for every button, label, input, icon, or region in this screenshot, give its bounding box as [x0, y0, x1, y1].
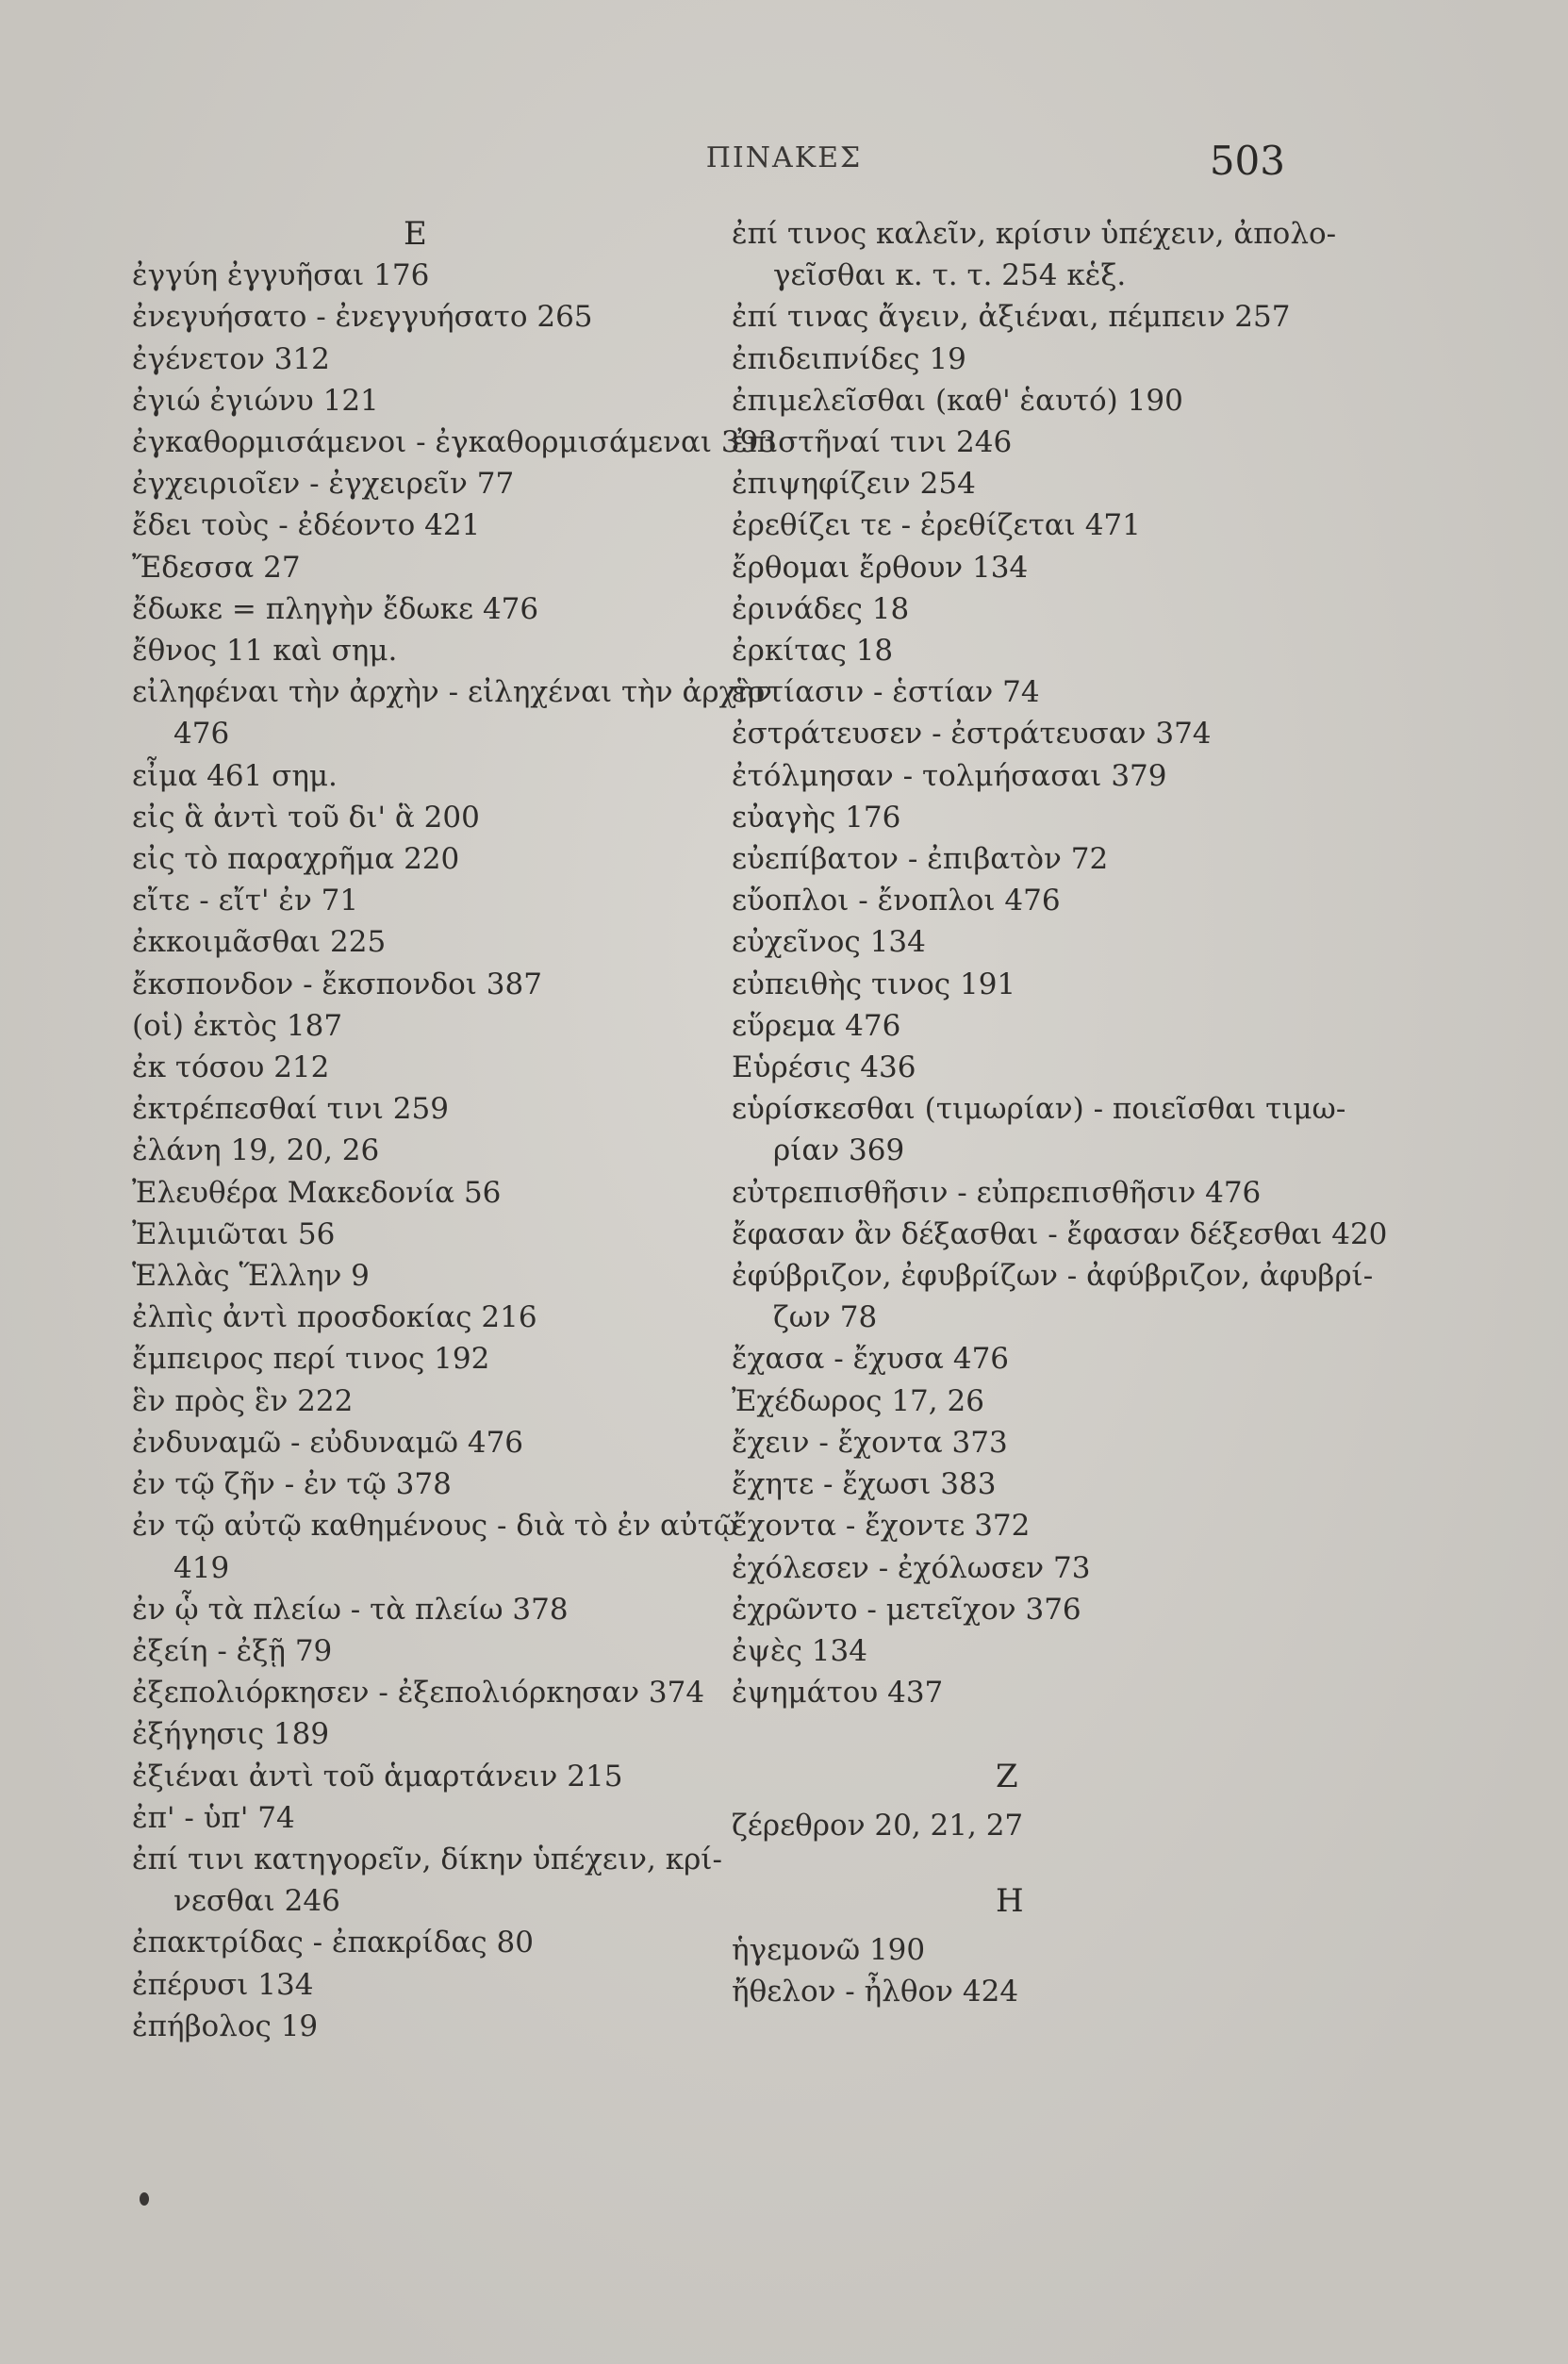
index-entry: ἐφύβριζον, ἐφυβρίζων - ἀφύβριζον, ἀφυβρί-	[732, 1259, 1374, 1294]
index-entry: ρίαν 369	[773, 1133, 905, 1168]
index-entry: ἔχοντα - ἔχοντε 372	[732, 1509, 1031, 1544]
right-entries-z	[732, 1805, 1316, 1846]
index-entry: ἐπήβολος 19	[132, 2009, 319, 2043]
index-entry: ἐπιστῆναί τινι 246	[732, 425, 1013, 460]
index-entry: γεῖσθαι κ. τ. τ. 254 κἑξ.	[773, 258, 1127, 293]
index-entry: εἶμα 461 σημ.	[132, 758, 338, 793]
index-entry: εἰληφέναι τὴν ἀρχὴν - εἰληχέναι τὴν ἀρχὴν	[132, 675, 772, 710]
page-title: ΠΙΝΑΚΕΣ	[705, 141, 863, 174]
index-entry: (οἱ) ἐκτὸς 187	[132, 1008, 343, 1043]
spacer	[732, 1713, 1316, 1755]
index-entry: ἐνδυναμῶ - εὐδυναμῶ 476	[132, 1425, 524, 1460]
index-entry: 476	[173, 717, 230, 752]
right-column	[732, 213, 1388, 2013]
index-entry: εἰς ἃ ἀντὶ τοῦ δι' ἃ 200	[132, 800, 480, 835]
index-entry: ἐγκαθορμισάμενοι - ἐγκαθορμισάμεναι 393	[132, 425, 778, 460]
index-entry: ἐν τῷ αὐτῷ καθημένους - διὰ τὸ ἐν αὐτῷ	[132, 1509, 738, 1544]
right-entries	[732, 213, 1388, 1713]
index-entry: Ἐλευθέρα Μακεδονία 56	[132, 1175, 502, 1210]
index-entry: ἔρθομαι ἔρθουν 134	[732, 550, 1029, 585]
index-entry: ἐλπὶς ἀντὶ προσδοκίας 216	[132, 1300, 537, 1335]
index-entry: ἐπί τινας ἄγειν, ἀξιέναι, πέμπειν 257	[732, 300, 1291, 335]
index-entry: ἐχόλεσεν - ἐχόλωσεν 73	[732, 1550, 1091, 1585]
index-entry: ἓν πρὸς ἓν 222	[132, 1383, 354, 1418]
index-entry: ἐπακτρίδας - ἐπακρίδας 80	[132, 1926, 534, 1960]
index-entry: ἔκσπονδον - ἔκσπονδοι 387	[132, 967, 542, 1001]
index-entry: ἔχειν - ἔχοντα 373	[732, 1425, 1008, 1460]
index-entry: ἐρεθίζει τε - ἐρεθίζεται 471	[732, 508, 1141, 543]
index-entry: ἐξήγησις 189	[132, 1717, 330, 1752]
index-entry: ἐγιώ ἐγιώνυ 121	[132, 383, 379, 418]
index-entry: ἐπιμελεῖσθαι (καθ' ἑαυτό) 190	[732, 383, 1183, 418]
left-column	[132, 213, 778, 2047]
index-entry: εὐεπίβατον - ἐπιβατὸν 72	[732, 842, 1109, 877]
index-entry: ἔδει τοὺς - ἐδέοντο 421	[132, 508, 481, 543]
index-entry: ἐκτρέπεσθαί τινι 259	[132, 1092, 449, 1127]
index-entry: ἑστίασιν - ἑστίαν 74	[732, 675, 1040, 710]
section-letter-h: H	[996, 1881, 1024, 1920]
index-entry: ἡγεμονῶ 190	[732, 1933, 926, 1968]
spacer	[732, 1846, 1316, 1880]
index-entry: ἐχρῶντο - μετεῖχον 376	[732, 1592, 1081, 1627]
index-entry: εὐτρεπισθῆσιν - εὐπρεπισθῆσιν 476	[732, 1175, 1262, 1210]
right-entries-h	[732, 1929, 1316, 2012]
index-entry: ἐψημάτου 437	[732, 1676, 944, 1711]
index-entry: ἐκκοιμᾶσθαι 225	[132, 925, 387, 960]
index-entry: ἔχητε - ἔχωσι 383	[732, 1467, 997, 1502]
index-entry: ἐξιέναι ἀντὶ τοῦ ἁμαρτάνειν 215	[132, 1759, 623, 1794]
running-head	[0, 138, 1568, 189]
index-entry: 419	[173, 1550, 230, 1585]
index-entry: Εὑρέσις 436	[732, 1050, 916, 1085]
index-entry: ἐπιψηφίζειν 254	[732, 467, 976, 502]
spacer	[732, 1797, 1316, 1805]
index-entry: ἐρκίτας 18	[732, 634, 894, 669]
spacer	[732, 1922, 1316, 1929]
index-entry: ἐπί τινι κατηγορεῖν, δίκην ὑπέχειν, κρί-	[132, 1842, 722, 1876]
index-entry: ἐν ᾧ τὰ πλείω - τὰ πλείω 378	[132, 1592, 569, 1627]
index-entry: ἔδωκε = πληγὴν ἔδωκε 476	[132, 591, 539, 626]
index-entry: εὐχεῖνος 134	[732, 925, 926, 960]
index-entry: ἐλάνη 19, 20, 26	[132, 1133, 380, 1168]
index-entry: ἐψὲς 134	[732, 1633, 867, 1668]
index-entry: ἤθελον - ἦλθον 424	[732, 1975, 1019, 2009]
index-entry: ἐκ τόσου 212	[132, 1050, 330, 1085]
index-entry: ἐνεγυήσατο - ἐνεγγυήσατο 265	[132, 300, 593, 335]
index-entry: Ἔδεσσα 27	[132, 550, 301, 585]
section-letter-z: Z	[996, 1757, 1018, 1795]
index-entry: ἔφασαν ἂν δέξασθαι - ἔφασαν δέξεσθαι 420	[732, 1216, 1388, 1251]
index-entry: ἐγένετον 312	[132, 341, 330, 376]
index-entry: Ἐλιμιῶται 56	[132, 1216, 336, 1251]
ink-smudge	[140, 2192, 149, 2206]
index-entry: ἐν τῷ ζῆν - ἐν τῷ 378	[132, 1467, 452, 1502]
index-entry: ἐτόλμησαν - τολμήσασαι 379	[732, 758, 1167, 793]
index-entry: νεσθαι 246	[173, 1884, 340, 1919]
index-entry: ἐξείη - ἐξῇ 79	[132, 1633, 333, 1668]
index-entry: ἐστράτευσεν - ἐστράτευσαν 374	[732, 717, 1212, 752]
index-entry: ἐρινάδες 18	[732, 591, 910, 626]
index-entry: ζέρεθρον 20, 21, 27	[732, 1808, 1024, 1843]
index-entry: ζων 78	[773, 1300, 878, 1335]
index-entry: εὐαγὴς 176	[732, 800, 901, 835]
index-entry: ἔθνος 11 καὶ σημ.	[132, 634, 398, 669]
index-entry: εὕρεμα 476	[732, 1008, 901, 1043]
index-entry: ἐγχειριοῖεν - ἐγχειρεῖν 77	[132, 467, 515, 502]
index-entry: εὐπειθὴς τινος 191	[732, 967, 1016, 1001]
index-entry: ἐπιδειπνίδες 19	[732, 341, 966, 376]
index-entry: ἐπέρυσι 134	[132, 1967, 314, 2002]
index-entry: ἔχασα - ἔχυσα 476	[732, 1342, 1010, 1377]
index-entry: εἴτε - εἴτ' ἐν 71	[132, 884, 359, 918]
index-entry: εὑρίσκεσθαι (τιμωρίαν) - ποιεῖσθαι τιμω-	[732, 1092, 1346, 1127]
left-entries	[132, 255, 778, 2047]
index-entry: εὔοπλοι - ἔνοπλοι 476	[732, 884, 1061, 918]
page-number: 503	[1209, 138, 1285, 184]
index-entry: Ἑλλὰς Ἕλλην 9	[132, 1259, 370, 1294]
section-letter-e: E	[404, 215, 427, 253]
index-entry: ἐπ' - ὑπ' 74	[132, 1800, 295, 1835]
index-entry: ἔμπειρος περί τινος 192	[132, 1342, 490, 1377]
index-entry: ἐγγύη ἐγγυῆσαι 176	[132, 258, 430, 293]
index-entry: Ἐχέδωρος 17, 26	[732, 1383, 984, 1418]
index-entry: ἐπί τινος καλεῖν, κρίσιν ὑπέχειν, ἀπολο-	[732, 217, 1337, 251]
index-entry: ἐξεπολιόρκησεν - ἐξεπολιόρκησαν 374	[132, 1676, 705, 1711]
index-entry: εἰς τὸ παραχρῆμα 220	[132, 842, 460, 877]
